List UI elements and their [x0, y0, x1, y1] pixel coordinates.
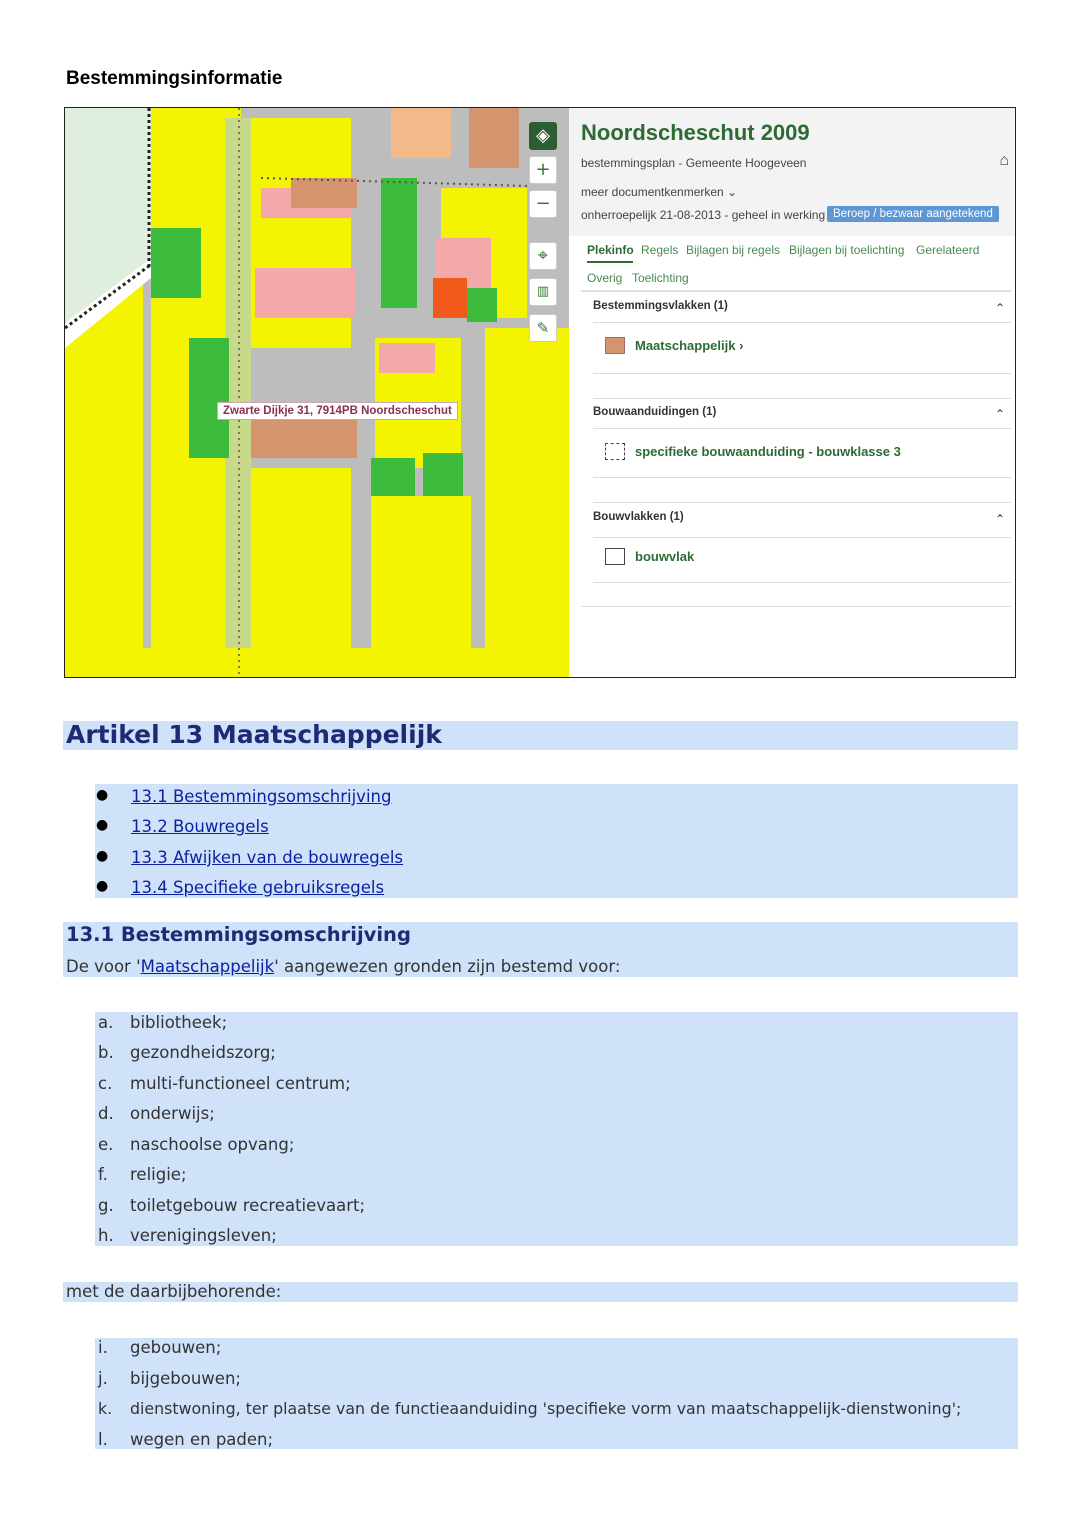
list-text: bijgebouwen;	[130, 1369, 241, 1388]
bouwvlak-label: bouwvlak	[635, 549, 695, 565]
list-item	[98, 1430, 273, 1449]
bouwvlak-item[interactable]	[605, 548, 694, 568]
bouwvlak-swatch	[605, 548, 625, 565]
maatschappelijk-swatch	[605, 337, 625, 354]
list-item	[98, 1369, 241, 1388]
list-marker: l.	[98, 1430, 108, 1449]
appeal-badge: Beroep / bezwaar aangetekend	[827, 206, 999, 222]
with-paragraph: met de daarbijbehorende:	[66, 1282, 282, 1301]
list-text: multi-functioneel centrum;	[130, 1074, 351, 1093]
maatschappelijk-link[interactable]: Maatschappelijk	[140, 957, 275, 976]
divider	[593, 477, 1011, 478]
divider	[593, 428, 1011, 429]
tab-toelichting[interactable]: Toelichting	[632, 271, 689, 285]
list-item	[98, 1399, 961, 1418]
list-marker: j.	[98, 1369, 108, 1388]
toc-link[interactable]: 13.1 Bestemmingsomschrijving	[131, 787, 392, 806]
plan-status: onherroepelijk 21-08-2013 - geheel in werking	[581, 208, 826, 222]
list-item	[98, 1135, 294, 1154]
toc-link[interactable]: 13.3 Afwijken van de bouwregels	[131, 848, 404, 867]
draw-pencil-icon[interactable]: ✎	[529, 314, 557, 342]
chevron-up-icon[interactable]: ⌃	[994, 407, 1005, 421]
measure-icon[interactable]: ▥	[529, 278, 557, 306]
list-text: onderwijs;	[130, 1104, 215, 1123]
intro-paragraph	[66, 957, 620, 976]
tab-gerelateerd[interactable]: Gerelateerd	[916, 243, 980, 257]
tab-plekinfo[interactable]: Plekinfo	[587, 243, 634, 257]
more-document-properties[interactable]	[581, 185, 737, 199]
plan-info-panel	[569, 108, 1015, 677]
list-text: gebouwen;	[130, 1338, 222, 1357]
chevron-up-icon[interactable]: ⌃	[994, 512, 1005, 526]
list-marker: b.	[98, 1043, 114, 1062]
group-bestemmingsvlakken-header[interactable]: Bestemmingsvlakken (1)	[593, 300, 728, 312]
bullet-icon: ●	[96, 787, 109, 803]
list-item	[98, 1338, 221, 1357]
divider	[581, 606, 1011, 607]
divider	[593, 502, 1011, 503]
layers-icon[interactable]: ◈	[529, 122, 557, 150]
list-text: verenigingsleven;	[130, 1226, 277, 1245]
bouwaanduiding-item[interactable]	[605, 443, 901, 463]
toc-link[interactable]: 13.4 Specifieke gebruiksregels	[131, 878, 385, 897]
list-marker: e.	[98, 1135, 114, 1154]
list-marker: i.	[98, 1338, 108, 1357]
intro-after: ' aangewezen gronden zijn bestemd voor:	[274, 957, 621, 976]
list-marker: k.	[98, 1399, 113, 1418]
tab-bijlagen-toelichting[interactable]: Bijlagen bij toelichting	[789, 243, 905, 257]
list-text: bibliotheek;	[130, 1013, 228, 1032]
divider	[593, 373, 1011, 374]
list-text: naschoolse opvang;	[130, 1135, 295, 1154]
list-text: dienstwoning, ter plaatse van de functieaanduiding 'specifieke vorm van maatschappelijk-dienstwoning';	[130, 1399, 962, 1418]
more-link-label: meer documentkenmerken	[581, 185, 724, 199]
map-pin-icon[interactable]: ⌂	[999, 152, 1009, 169]
divider	[593, 537, 1011, 538]
list-item	[98, 1104, 215, 1123]
list-marker: c.	[98, 1074, 113, 1093]
chevron-up-icon[interactable]: ⌃	[994, 301, 1005, 315]
maatschappelijk-label: Maatschappelijk	[635, 338, 736, 354]
toc-link[interactable]: 13.2 Bouwregels	[131, 817, 269, 836]
list-item	[98, 1013, 227, 1032]
chevron-right-icon: ›	[739, 338, 744, 354]
tab-divider	[581, 290, 1011, 292]
bullet-icon: ●	[96, 878, 109, 894]
section-heading: 13.1 Bestemmingsomschrijving	[66, 923, 411, 946]
list-marker: d.	[98, 1104, 114, 1123]
bouwaanduiding-swatch	[605, 443, 625, 460]
tab-bijlagen-regels[interactable]: Bijlagen bij regels	[686, 243, 781, 257]
bullet-icon: ●	[96, 817, 109, 833]
list-item	[98, 1074, 351, 1093]
list-text: toiletgebouw recreatievaart;	[130, 1196, 366, 1215]
intro-before: De voor '	[66, 957, 141, 976]
map-screenshot-frame	[64, 107, 1016, 678]
bouwaanduiding-label: specifieke bouwaanduiding - bouwklasse 3	[635, 444, 901, 460]
address-label: Zwarte Dijkje 31, 7914PB Noordscheschut	[217, 402, 458, 420]
list-item	[98, 1043, 276, 1062]
locate-icon[interactable]: ⌖	[529, 242, 557, 270]
plan-subtitle: bestemmingsplan - Gemeente Hoogeveen	[581, 156, 807, 170]
list-marker: g.	[98, 1196, 114, 1215]
list-item	[98, 1226, 277, 1245]
list-marker: a.	[98, 1013, 114, 1032]
bullet-icon: ●	[96, 848, 109, 864]
list-text: religie;	[130, 1165, 187, 1184]
active-tab-indicator	[587, 261, 633, 263]
chevron-down-icon: ⌄	[727, 185, 738, 199]
article-title: Artikel 13 Maatschappelijk	[66, 720, 442, 749]
tab-overig[interactable]: Overig	[587, 271, 623, 285]
section-title: Bestemmingsinformatie	[66, 68, 283, 89]
zoning-map[interactable]	[65, 108, 569, 677]
group-bouwvlakken-header[interactable]: Bouwvlakken (1)	[593, 511, 684, 523]
divider	[593, 582, 1011, 583]
list-text: wegen en paden;	[130, 1430, 274, 1449]
list-item	[98, 1165, 187, 1184]
list-marker: h.	[98, 1226, 114, 1245]
list-marker: f.	[98, 1165, 108, 1184]
plan-title: Noordscheschut 2009	[581, 120, 810, 145]
zoom-in-button[interactable]: +	[529, 156, 557, 184]
map-drawing	[65, 108, 569, 677]
divider	[593, 322, 1011, 323]
divider	[593, 398, 1011, 399]
tab-regels[interactable]: Regels	[641, 243, 679, 257]
maatschappelijk-item[interactable]	[605, 337, 743, 357]
list-item	[98, 1196, 365, 1215]
zoom-out-button[interactable]: −	[529, 190, 557, 218]
group-bouwaanduidingen-header[interactable]: Bouwaanduidingen (1)	[593, 406, 717, 418]
list-text: gezondheidszorg;	[130, 1043, 276, 1062]
